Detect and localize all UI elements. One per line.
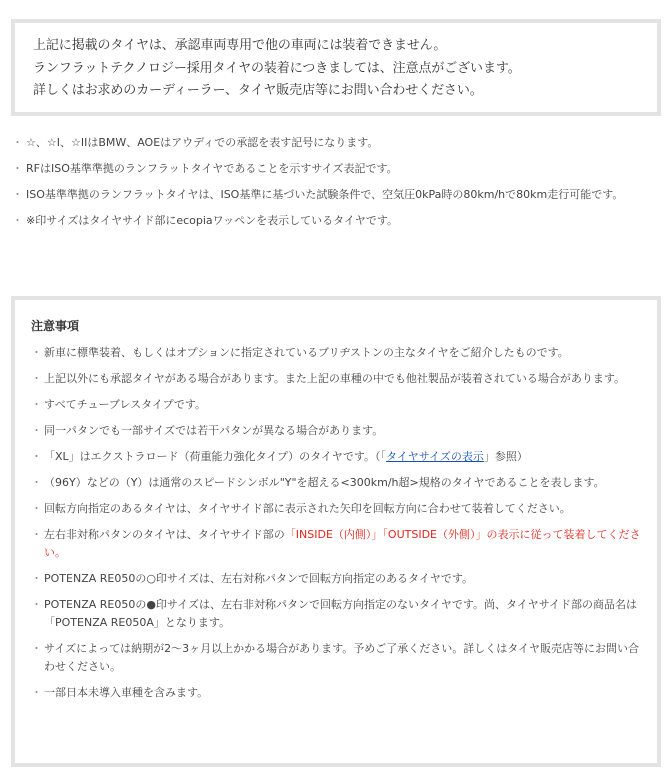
note-text: ☆、☆I、☆IIはBMW、AOEはアウディでの承認を表す記号になります。 (26, 136, 379, 149)
caution-list (31, 344, 643, 702)
list-item (12, 212, 660, 230)
caution-text: 同一パタンでも一部サイズでは若干パタンが異なる場合があります。 (44, 424, 384, 437)
top-notice-line: ランフラットテクノロジー採用タイヤの装着につきましては、注意点がございます。 (33, 60, 521, 76)
bullet-icon: ・ (31, 398, 42, 411)
top-notice-line: 詳しくはお求めのカーディーラー、タイヤ販売店等にお問い合わせください。 (33, 83, 483, 98)
tire-size-link[interactable]: タイヤサイズの表示 (386, 450, 484, 463)
bullet-icon: ・ (12, 136, 23, 149)
notes-list (12, 134, 660, 238)
list-item (31, 640, 643, 676)
caution-text: 新車に標準装着、もしくはオプションに指定されているブリヂストンの主なタイヤをご紹介したものです。 (44, 346, 569, 359)
bullet-icon: ・ (31, 572, 42, 585)
red-warning-text: 「INSIDE（内側）」「OUTSIDE（外側）」の表示に従って装着してください。 (44, 528, 641, 559)
list-item (31, 396, 643, 414)
list-item (31, 370, 643, 388)
caution-text: 上記以外にも承認タイヤがある場合があります。また上記の車種の中でも他社製品が装着されている場合があります。 (44, 372, 626, 385)
list-item (31, 684, 643, 702)
list-item (31, 344, 643, 362)
bullet-icon: ・ (31, 372, 42, 385)
caution-title: 注意事項 (31, 319, 80, 333)
note-text: RFはISO基準準拠のランフラットタイヤであることを示すサイズ表記です。 (26, 162, 398, 175)
bullet-icon: ・ (31, 346, 42, 359)
list-item (31, 474, 643, 492)
bullet-icon: ・ (31, 528, 42, 541)
top-notice-box (11, 19, 661, 116)
top-notice-line: 上記に掲載のタイヤは、承認車両専用で他の車両には装着できません。 (33, 38, 447, 53)
bullet-icon: ・ (12, 188, 23, 201)
bullet-icon: ・ (31, 598, 42, 611)
list-item (12, 160, 660, 178)
list-item (31, 500, 643, 518)
list-item (31, 526, 643, 562)
bullet-icon: ・ (31, 424, 42, 437)
caution-text: 回転方向指定のあるタイヤは、タイヤサイド部に表示された矢印を回転方向に合わせて装着してください。 (44, 502, 571, 515)
note-text: ISO基準準拠のランフラットタイヤは、ISO基準に基づいた試験条件で、空気圧0kPa時の80km/hで80km走行可能です。 (26, 188, 624, 201)
list-item (31, 422, 643, 440)
caution-text: 一部日本未導入車種を含みます。 (44, 686, 209, 699)
list-item (12, 134, 660, 152)
bullet-icon: ・ (31, 502, 42, 515)
bullet-icon: ・ (31, 686, 42, 699)
caution-text: 」参照） (483, 450, 528, 463)
caution-text: POTENZA RE050の●印サイズは、左右非対称パタンで回転方向指定のないタイヤです。尚、タイヤサイド部の商品名は「POTENZA RE050A」となります。 (44, 598, 637, 629)
note-text: ※印サイズはタイヤサイド部にecopiaワッペンを表示しているタイヤです。 (26, 214, 399, 227)
list-item (31, 596, 643, 632)
bullet-icon: ・ (12, 162, 23, 175)
list-item (12, 186, 660, 204)
caution-text: POTENZA RE050の○印サイズは、左右対称パタンで回転方向指定のあるタイヤです。 (44, 572, 473, 585)
caution-text: 左右非対称パタンのタイヤは、タイヤサイド部の (44, 528, 285, 541)
bullet-icon: ・ (31, 450, 42, 463)
caution-box (11, 296, 661, 767)
caution-text: （96Y）などの（Y）は通常のスピードシンボル"Y"を超える<300km/h超>規格のタイヤであることを表します。 (44, 476, 605, 489)
caution-text: 「XL」はエクストラロード（荷重能力強化タイプ）のタイヤです。（「 (44, 450, 387, 463)
bullet-icon: ・ (31, 476, 42, 489)
caution-text: サイズによっては納期が2〜3ヶ月以上かかる場合があります。予めご了承ください。詳しくはタイヤ販売店等にお問い合わせください。 (44, 642, 640, 673)
caution-text: すべてチューブレスタイプです。 (44, 398, 207, 411)
list-item (31, 448, 643, 466)
bullet-icon: ・ (31, 642, 42, 655)
bullet-icon: ・ (12, 214, 23, 227)
list-item (31, 570, 643, 588)
